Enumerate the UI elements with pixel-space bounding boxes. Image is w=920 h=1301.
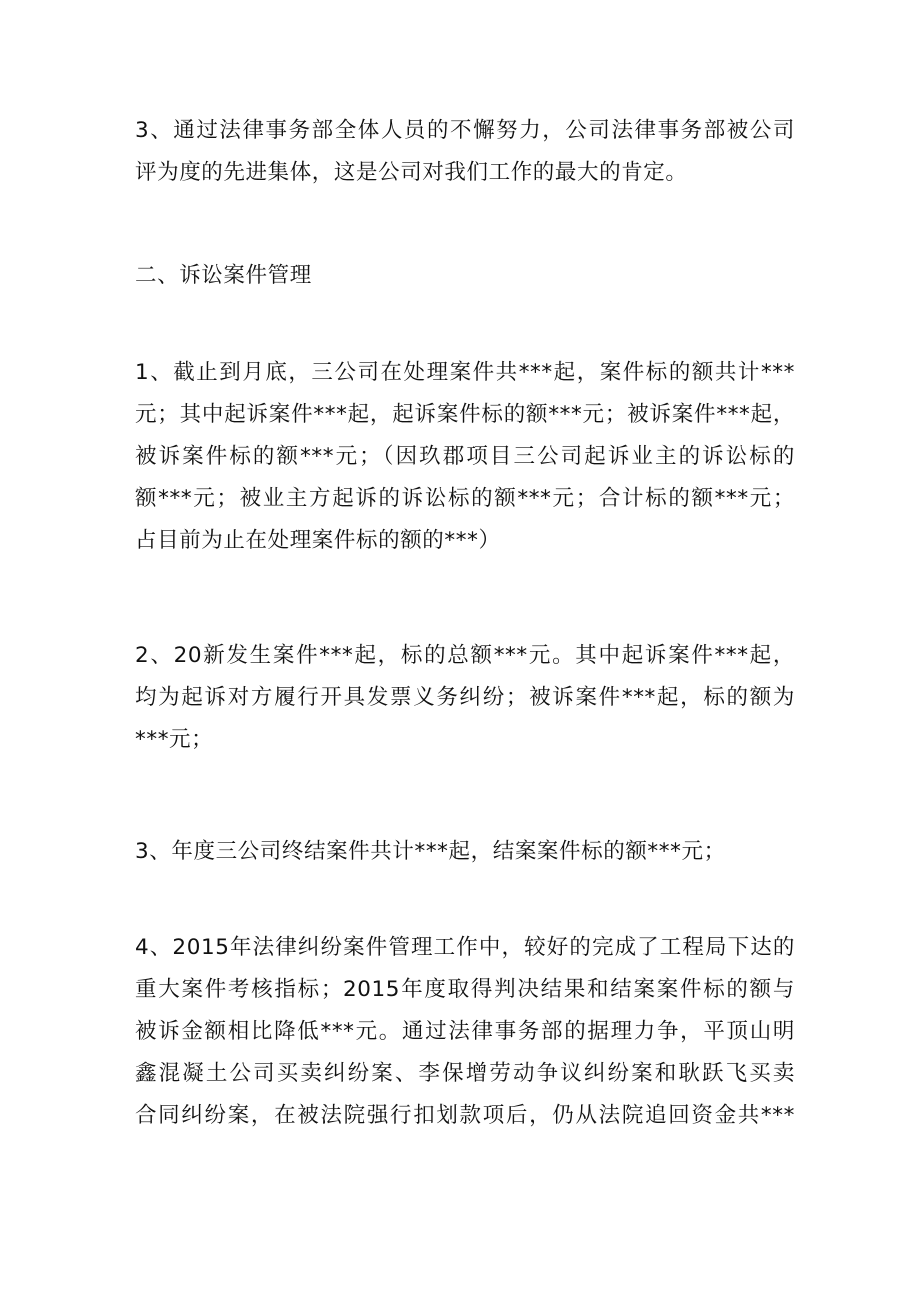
text-line: 3、通过法律事务部全体人员的不懈努力，公司法律事务部被公司 — [135, 118, 795, 143]
paragraph-item-3 — [135, 831, 795, 873]
text-line: 元；其中起诉案件***起，起诉案件标的额***元；被诉案件***起， — [135, 402, 795, 427]
paragraph-item-1 — [135, 352, 795, 562]
text-line: 3、年度三公司终结案件共计***起，结案案件标的额***元； — [135, 839, 726, 864]
text-line: 额***元；被业主方起诉的诉讼标的额***元；合计标的额***元； — [135, 486, 795, 511]
paragraph-item-2 — [135, 635, 795, 761]
text-line: 2、20新发生案件***起，标的总额***元。其中起诉案件***起， — [135, 643, 795, 668]
text-line: 占目前为止在处理案件标的额的***） — [135, 528, 501, 553]
text-line: 1、截止到月底，三公司在处理案件共***起，案件标的额共计*** — [135, 360, 795, 385]
section-heading — [135, 255, 795, 297]
paragraph-item-4 — [135, 927, 795, 1137]
text-line: 被诉案件标的额***元；（因玖郡项目三公司起诉业主的诉讼标的 — [135, 444, 795, 469]
text-line: 被诉金额相比降低***元。通过法律事务部的据理力争，平顶山明 — [135, 1019, 795, 1044]
heading-text: 二、诉讼案件管理 — [135, 263, 312, 288]
text-line: 评为度的先进集体，这是公司对我们工作的最大的肯定。 — [135, 160, 688, 185]
text-line: 鑫混凝土公司买卖纠纷案、李保增劳动争议纠纷案和耿跃飞买卖 — [135, 1061, 795, 1086]
text-line: ***元； — [135, 727, 214, 752]
paragraph-achievement — [135, 110, 795, 194]
text-line: 重大案件考核指标；2015年度取得判决结果和结案案件标的额与 — [135, 977, 795, 1002]
text-line: 4、2015年法律纠纷案件管理工作中，较好的完成了工程局下达的 — [135, 935, 795, 960]
text-line: 均为起诉对方履行开具发票义务纠纷；被诉案件***起，标的额为 — [135, 685, 795, 710]
text-line: 合同纠纷案，在被法院强行扣划款项后，仍从法院追回资金共*** — [135, 1103, 795, 1128]
